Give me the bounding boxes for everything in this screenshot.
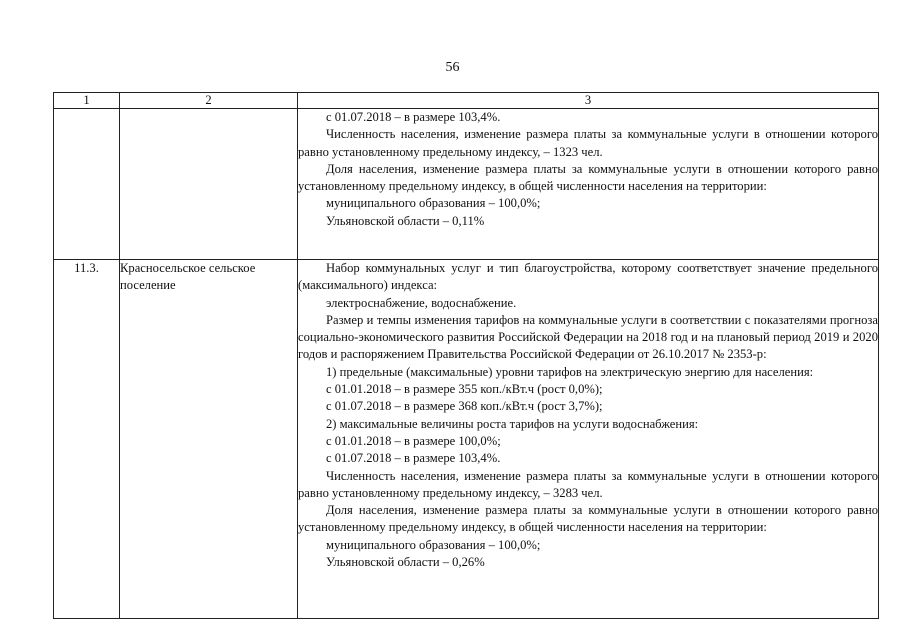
paragraph: муниципального образования – 100,0%; [326, 537, 541, 552]
description-cell [298, 109, 879, 260]
description-cell [298, 260, 879, 619]
settlement-name-cell: Красносельское сельское поселение [120, 260, 298, 619]
page-number: 56 [445, 60, 460, 75]
paragraph: Численность населения, изменение размера платы за коммунальные услуги в отношении которого равно установленному предельному индексу, – 1323 чел. [298, 127, 878, 159]
paragraph: 1) предельные (максимальные) уровни тарифов на электрическую энергию для населения: [326, 364, 814, 379]
row-number-cell [54, 109, 120, 260]
paragraph: Доля населения, изменение размера платы за коммунальные услуги в отношении которого равно установленному предельному индексу, в общей численности населения на территории: [298, 503, 878, 535]
paragraph: 2) максимальные величины роста тарифов на услуги водоснабжения: [326, 416, 699, 431]
table-row [54, 260, 879, 619]
paragraph: Размер и темпы изменения тарифов на коммунальные услуги в соответствии с показателями прогноза социально-экономического развития Российской Федерации на 2018 год и на плановый период 2019 и 2020 годов и распоряжением Правительства Российской Федерации от 26.10.2017 № 2353-р: [298, 312, 878, 362]
paragraph: Набор коммунальных услуг и тип благоустройства, которому соответствует значение предельного (максимального) индекса: [298, 261, 878, 293]
paragraph: Доля населения, изменение размера платы за коммунальные услуги в отношении которого равно установленному предельному индексу, в общей численности населения на территории: [298, 161, 878, 194]
column-header-2: 2 [120, 93, 298, 109]
row-number-cell: 11.3. [54, 260, 120, 619]
paragraph: муниципального образования – 100,0%; [326, 196, 541, 211]
document-table [53, 92, 879, 619]
paragraph: с 01.07.2018 – в размере 103,4%. [326, 110, 501, 124]
column-header-3: 3 [298, 93, 879, 109]
paragraph: с 01.07.2018 – в размере 368 коп./кВт.ч (рост 3,7%); [326, 399, 603, 414]
paragraph: электроснабжение, водоснабжение. [326, 295, 517, 310]
table-header-row [54, 93, 879, 109]
paragraph: с 01.01.2018 – в размере 355 коп./кВт.ч (рост 0,0%); [326, 382, 603, 397]
paragraph: Численность населения, изменение размера платы за коммунальные услуги в отношении которого равно установленному предельному индексу, – 3283 чел. [298, 468, 878, 500]
paragraph: с 01.01.2018 – в размере 100,0%; [326, 433, 501, 448]
column-header-1: 1 [54, 93, 120, 109]
table-row [54, 109, 879, 260]
paragraph: Ульяновской области – 0,11% [326, 213, 485, 228]
paragraph: с 01.07.2018 – в размере 103,4%. [326, 451, 501, 466]
settlement-name-cell [120, 109, 298, 260]
paragraph: Ульяновской области – 0,26% [326, 555, 485, 570]
